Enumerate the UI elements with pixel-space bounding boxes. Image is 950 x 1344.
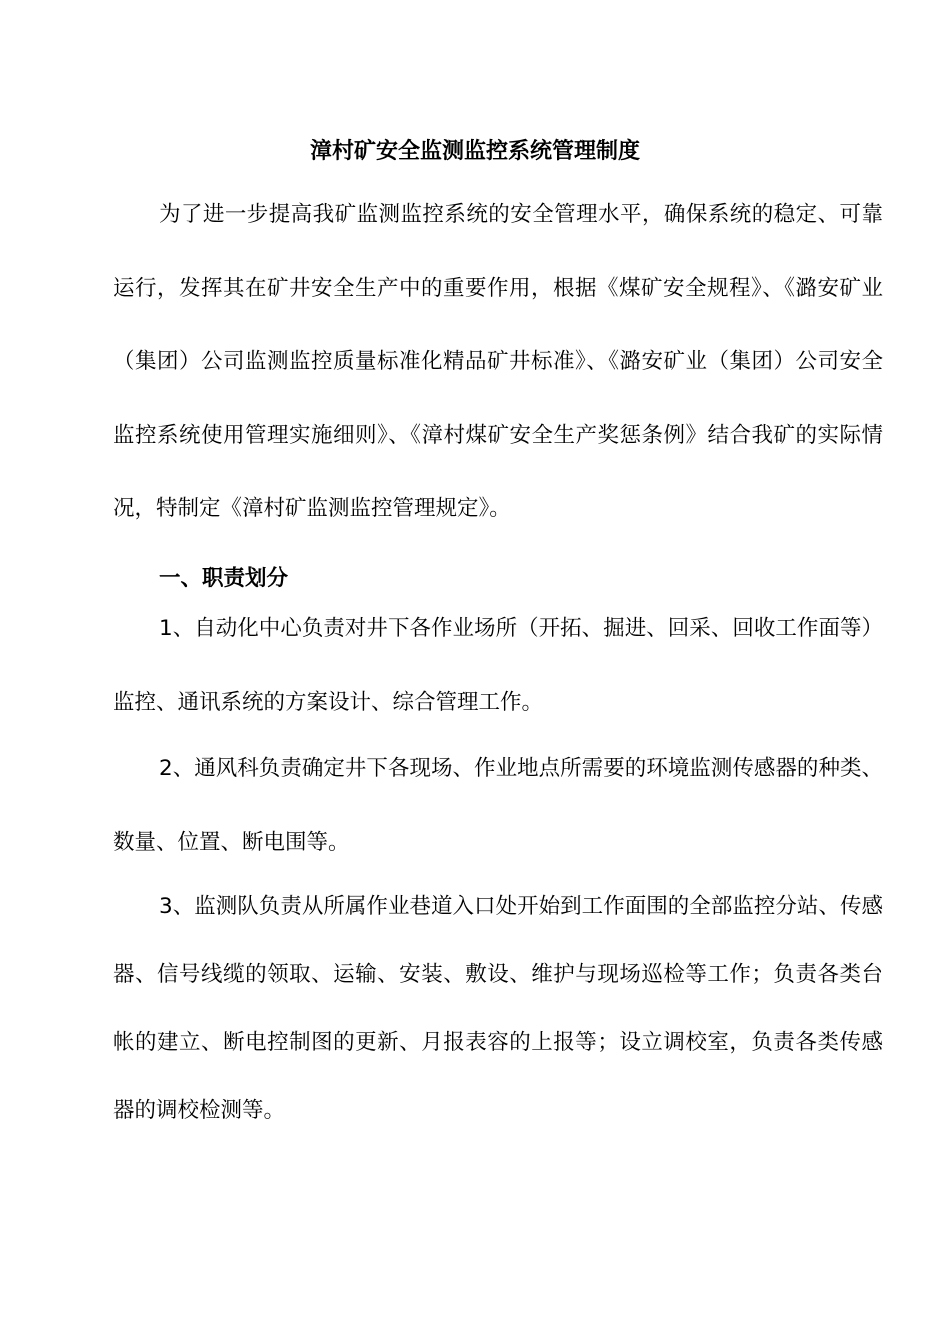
intro-paragraph: 为了进一步提高我矿监测监控系统的安全管理水平，确保系统的稳定、可靠运行，发挥其在矿井安全生产中的重要作用，根据《煤矿安全规程》、《潞安矿业（集团）公司监测监控质量标准化精品矿井标准》、《潞安矿业（集团）公司安全监控系统使用管理实施细则》、《漳村煤矿安全生产奖惩条例》结合我矿的实际情况，特制定《漳村矿监测监控管理规定》。 bbox=[113, 202, 883, 521]
responsibility-item-3: 3、监测队负责从所属作业巷道入口处开始到工作面围的全部监控分站、传感器、信号线缆的领取、运输、安装、敷设、维护与现场巡检等工作；负责各类台帐的建立、断电控制图的更新、月报表容的上报等；设立调校室，负责各类传感器的调校检测等。 bbox=[113, 894, 883, 1123]
responsibility-item-1: 1、自动化中心负责对井下各作业场所（开拓、掘进、回采、回收工作面等）监控、通讯系统的方案设计、综合管理工作。 bbox=[113, 616, 883, 715]
document-title: 漳村矿安全监测监控系统管理制度 bbox=[309, 139, 640, 164]
responsibility-item-2: 2、通风科负责确定井下各现场、作业地点所需要的环境监测传感器的种类、数量、位置、断电围等。 bbox=[113, 756, 883, 855]
section-heading-responsibilities: 一、职责划分 bbox=[159, 566, 289, 591]
